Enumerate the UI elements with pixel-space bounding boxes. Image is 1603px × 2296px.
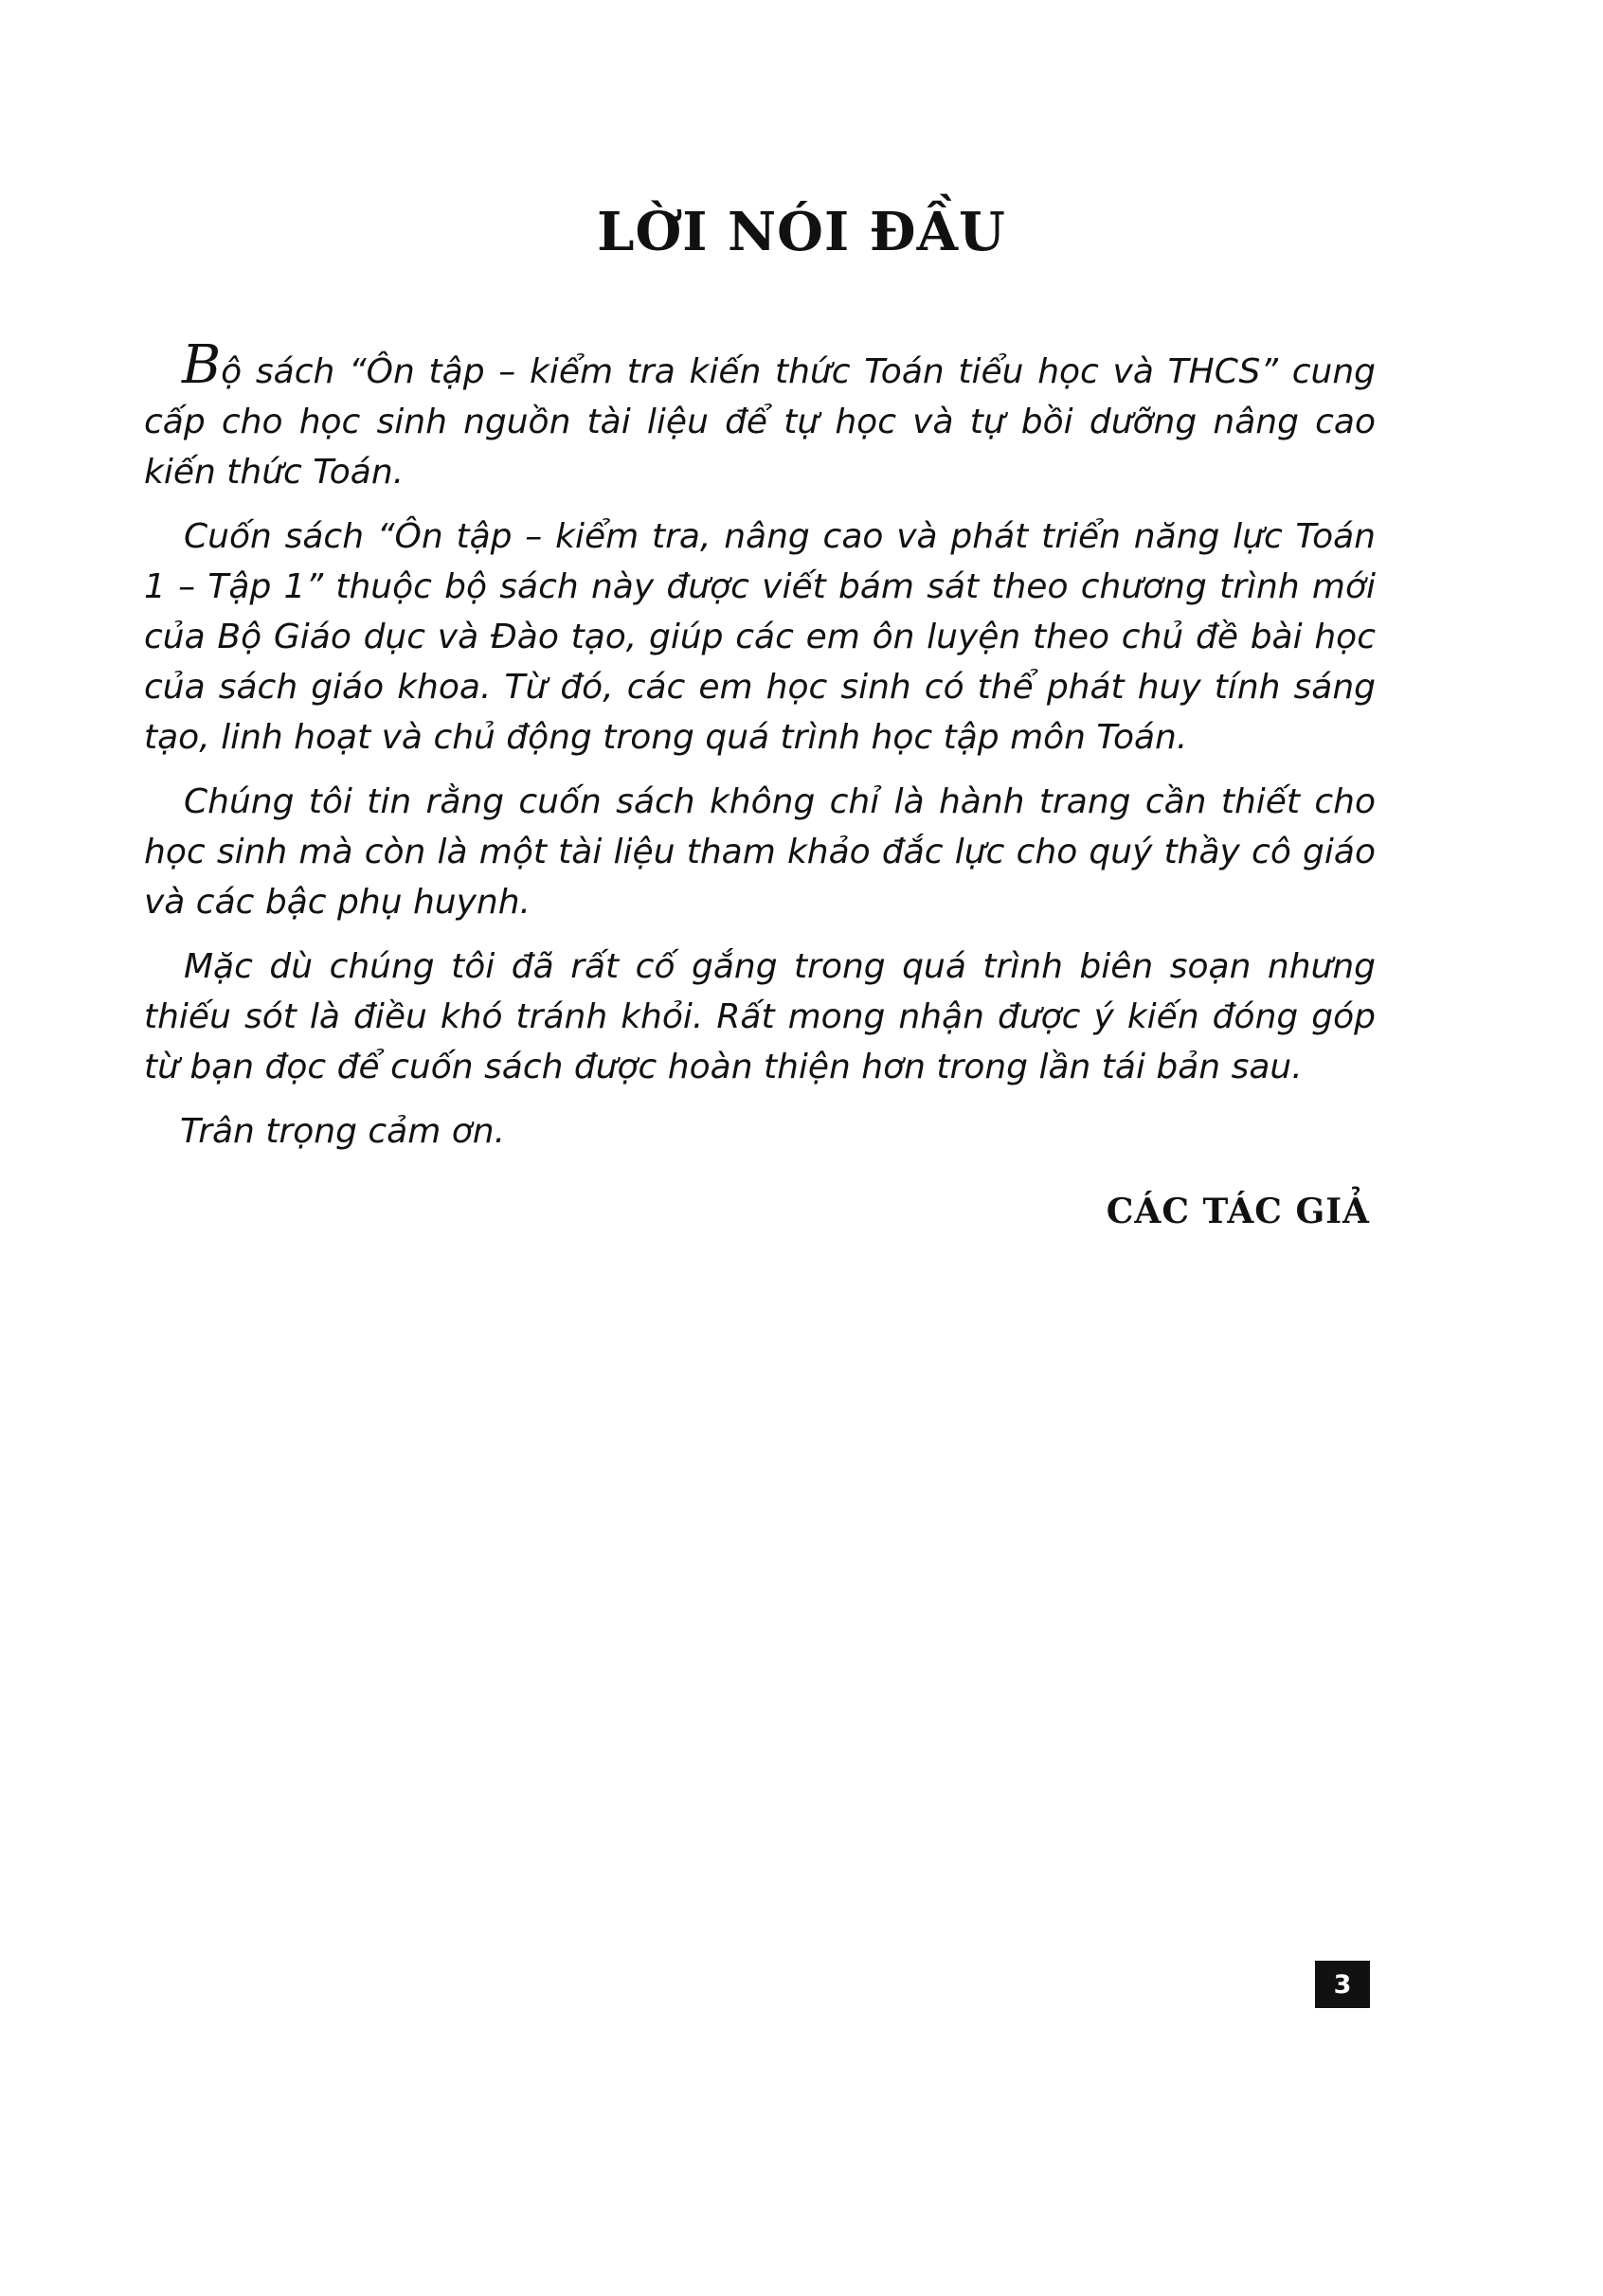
paragraph-3: Chúng tôi tin rằng cuốn sách không chỉ là hành trang cần thiết cho học sinh mà còn là một tài liệu tham khảo đắc lực cho quý thầy cô giáo và các bậc phụ huynh. bbox=[144, 782, 1376, 922]
paragraph-1-text: ộ sách “Ôn tập – kiểm tra kiến thức Toán tiểu học và THCS” cung cấp cho học sinh nguồn tài liệu để tự học và tự bồi dưỡng nâng cao kiến thức Toán. bbox=[144, 352, 1376, 492]
drop-cap: B bbox=[182, 334, 222, 396]
preface-body bbox=[144, 334, 1376, 1157]
closing-line: Trân trọng cảm ơn. bbox=[180, 1112, 506, 1151]
page-number-badge: 3 bbox=[1315, 1961, 1370, 2008]
paragraph-1 bbox=[144, 334, 1376, 497]
paragraph-4: Mặc dù chúng tôi đã rất cố gắng trong quá trình biên soạn nhưng thiếu sót là điều khó tránh khỏi. Rất mong nhận được ý kiến đóng góp từ bạn đọc để cuốn sách được hoàn thiện hơn trong lần tái bản sau. bbox=[144, 947, 1376, 1086]
page-title: LỜI NÓI ĐẦU bbox=[597, 201, 1006, 263]
author-signature: CÁC TÁC GIẢ bbox=[1106, 1192, 1370, 1231]
paragraph-2: Cuốn sách “Ôn tập – kiểm tra, nâng cao và phát triển năng lực Toán 1 – Tập 1” thuộc bộ sách này được viết bám sát theo chương trình mới của Bộ Giáo dục và Đào tạo, giúp các em ôn luyện theo chủ đề bài học của sách giáo khoa. Từ đó, các em học sinh có thể phát huy tính sáng tạo, linh hoạt và chủ động trong quá trình học tập môn Toán. bbox=[144, 517, 1376, 757]
